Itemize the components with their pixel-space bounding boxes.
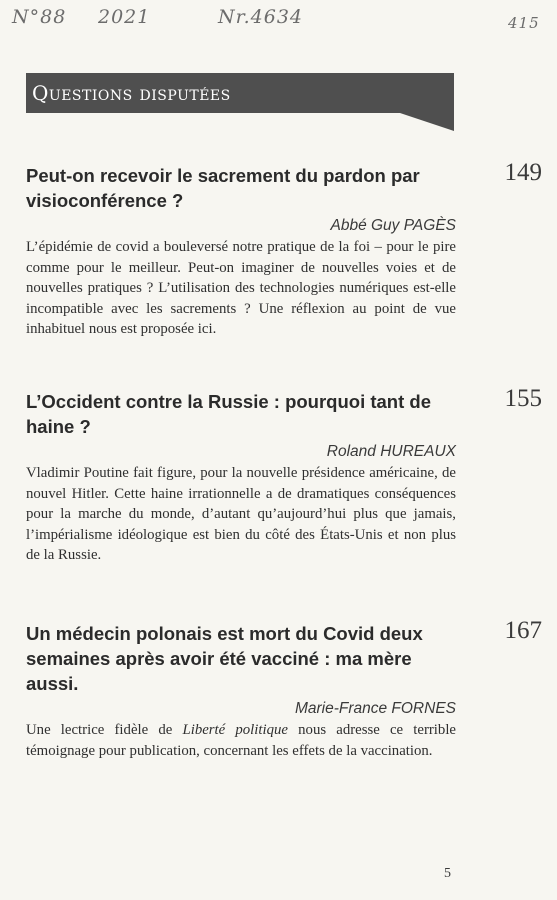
section-header bbox=[26, 73, 454, 113]
section-title: Questions disputées bbox=[32, 81, 231, 105]
section-header-wedge bbox=[400, 113, 454, 131]
article-2-author: Roland HUREAUX bbox=[326, 443, 456, 460]
handwritten-year: 2021 bbox=[98, 6, 151, 28]
journal-title: Liberté politique bbox=[182, 722, 288, 738]
article-1-abstract: L’épidémie de covid a bouleversé notre pratique de la foi – pour le pire comme pour le meilleur. Peut-on imaginer de nouvelles voies et de nouvelles pratiques ? L’utilisation des technologies numériques est-elle incompatible avec les sacrements ? Une réflexion au point de vue inhabituel nous est proposée ici. bbox=[26, 239, 456, 337]
article-2-page: 155 bbox=[504, 385, 542, 412]
article-3-title[interactable]: Un médecin polonais est mort du Covid deux semaines après avoir été vacciné : ma mère aussi. bbox=[26, 623, 423, 694]
article-3-abstract bbox=[26, 720, 456, 761]
handwritten-issue: N°88 bbox=[12, 6, 67, 28]
handwritten-number: Nr.4634 bbox=[218, 6, 304, 28]
article-3-page: 167 bbox=[504, 617, 542, 644]
handwritten-code: 415 bbox=[508, 14, 540, 32]
article-2-title[interactable]: L’Occident contre la Russie : pourquoi tant de haine ? bbox=[26, 391, 431, 437]
article-3-abstract-end: nous adresse ce terrible témoignage pour publication, concernant les effets de la vaccination. bbox=[26, 722, 456, 759]
article-3-author: Marie-France FORNES bbox=[294, 700, 456, 717]
article-1 bbox=[26, 159, 542, 354]
article-1-author: Abbé Guy PAGÈS bbox=[330, 217, 456, 234]
article-1-title[interactable]: Peut-on recevoir le sacrement du pardon par visioconférence ? bbox=[26, 165, 420, 211]
article-1-page: 149 bbox=[504, 159, 542, 186]
article-3 bbox=[26, 617, 542, 776]
page-number: 5 bbox=[444, 866, 451, 881]
article-3-abstract-start: Une lectrice fidèle de bbox=[26, 722, 183, 738]
article-2 bbox=[26, 385, 542, 580]
article-2-abstract: Vladimir Poutine fait figure, pour la nouvelle présidence américaine, de nouvel Hitler. Cette haine irrationnelle a de dramatiques conséquences pour la marche du monde, d’autant qu’aujourd’hui plus que jamais, l’impérialisme idéologique est bien du côté des États-Unis et non plus de la Russie. bbox=[26, 465, 456, 563]
